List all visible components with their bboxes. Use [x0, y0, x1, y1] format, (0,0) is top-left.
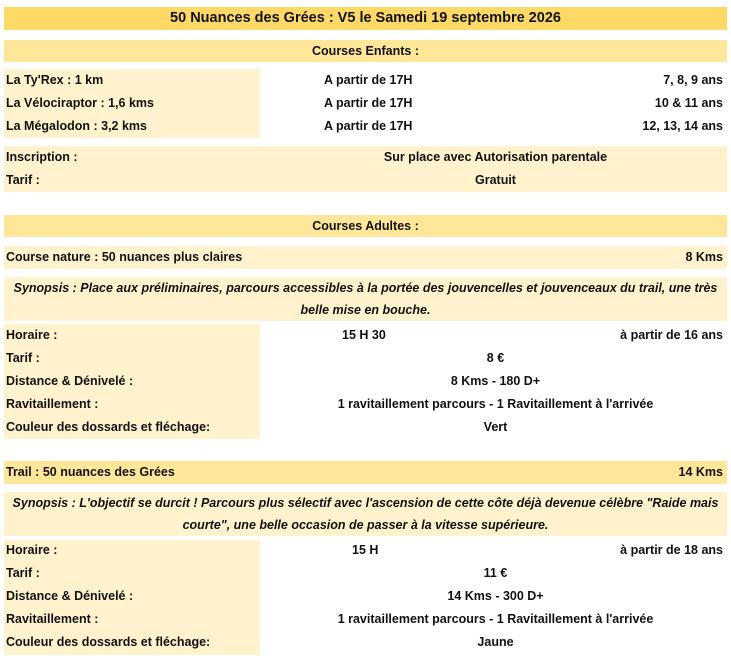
tarif-value: 8 €	[486, 351, 505, 365]
tarif-label: Tarif :	[6, 173, 40, 187]
course-synopsis: Synopsis : L'objectif se durcit ! Parcours plus sélectif avec l'ascension de cette côte déjà devenue célèbre "Raide mais courte", une belle occasion de passer à la vitesse supérieure.	[4, 492, 727, 536]
table-row	[4, 585, 727, 608]
horaire-label: Horaire :	[6, 543, 58, 557]
ravito-label: Ravitaillement :	[6, 397, 99, 411]
distance-value: 14 Kms - 300 D+	[447, 589, 544, 603]
course-name: Course nature : 50 nuances plus claires	[6, 250, 243, 264]
tarif-label: Tarif :	[6, 566, 40, 580]
table-row	[4, 92, 727, 115]
table-row	[4, 608, 727, 631]
race-name: La Mégalodon : 3,2 kms	[6, 119, 148, 133]
tarif-value: 11 €	[483, 566, 508, 580]
race-time: A partir de 17H	[324, 73, 413, 87]
course-distance: 8 Kms	[685, 250, 723, 264]
table-row	[4, 169, 727, 192]
couleur-value: Jaune	[477, 635, 514, 649]
course-header	[4, 461, 727, 484]
table-row	[4, 146, 727, 169]
course-synopsis: Synopsis : Place aux préliminaires, parcours accessibles à la portée des jouvencelles et jouvenceaux du trail, une très belle mise en bouche.	[4, 277, 727, 321]
distance-value: 8 Kms - 180 D+	[450, 374, 541, 388]
table-row	[4, 347, 727, 370]
couleur-value: Vert	[483, 420, 508, 434]
page-title: 50 Nuances des Grées : V5 le Samedi 19 septembre 2026	[4, 7, 727, 30]
race-name: La Ty'Rex : 1 km	[6, 73, 104, 87]
horaire-label: Horaire :	[6, 328, 58, 342]
race-ages: 7, 8, 9 ans	[663, 73, 723, 87]
adultes-header: Courses Adultes :	[4, 215, 727, 237]
race-time: A partir de 17H	[324, 96, 413, 110]
table-row	[4, 370, 727, 393]
age-value: à partir de 18 ans	[620, 543, 723, 557]
race-name: La Vélociraptor : 1,6 kms	[6, 96, 154, 110]
table-row	[4, 562, 727, 585]
couleur-label: Couleur des dossards et fléchage:	[6, 635, 211, 649]
distance-label: Distance & Dénivelé :	[6, 374, 134, 388]
course-header	[4, 246, 727, 269]
table-row	[4, 539, 727, 562]
ravito-label: Ravitaillement :	[6, 612, 99, 626]
course-distance: 14 Kms	[678, 465, 723, 479]
enfants-header: Courses Enfants :	[4, 40, 727, 62]
table-row	[4, 115, 727, 138]
table-row	[4, 324, 727, 347]
horaire-value: 15 H	[352, 543, 379, 557]
race-ages: 10 & 11 ans	[654, 96, 723, 110]
race-ages: 12, 13, 14 ans	[642, 119, 723, 133]
distance-label: Distance & Dénivelé :	[6, 589, 134, 603]
ravito-value: 1 ravitaillement parcours - 1 Ravitaillement à l'arrivée	[337, 612, 654, 626]
age-value: à partir de 16 ans	[620, 328, 723, 342]
table-row	[4, 393, 727, 416]
tarif-label: Tarif :	[6, 351, 40, 365]
course-name: Trail : 50 nuances des Grées	[6, 465, 175, 479]
ravito-value: 1 ravitaillement parcours - 1 Ravitaillement à l'arrivée	[337, 397, 654, 411]
couleur-label: Couleur des dossards et fléchage:	[6, 420, 211, 434]
table-row	[4, 416, 727, 439]
horaire-value: 15 H 30	[342, 328, 386, 342]
inscription-value: Sur place avec Autorisation parentale	[383, 150, 608, 164]
inscription-label: Inscription :	[6, 150, 78, 164]
table-row	[4, 631, 727, 654]
tarif-value: Gratuit	[475, 173, 516, 187]
table-row	[4, 69, 727, 92]
race-time: A partir de 17H	[324, 119, 413, 133]
